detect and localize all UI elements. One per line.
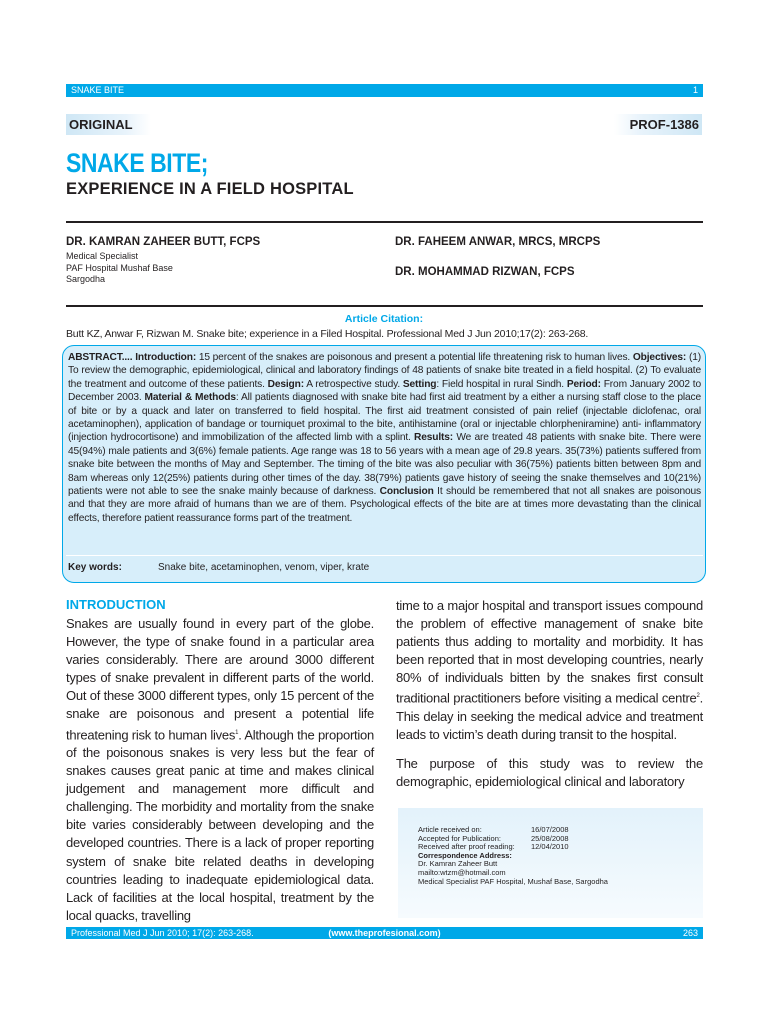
keywords-label: Key words: — [68, 562, 122, 573]
affiliation-line: PAF Hospital Mushaf Base — [66, 262, 173, 273]
footer-page-number: 263 — [682, 928, 698, 938]
affiliation-line: Sargodha — [66, 274, 106, 284]
accepted-date: 25/08/2008 — [531, 833, 569, 843]
author-affiliation — [66, 251, 260, 286]
received-label: Article received on: — [418, 825, 482, 834]
introduction-left-column: Snakes are usually found in every part of the globe. However, the type of snake found in a particular area varies considerably. There are around 3000 different types of snake prevalent in different parts of the world. Out of these 3000 different types, only 15 percent of the snake are poisonous and present a potential life threatening risk to human lives$^1$. Although the proportion of the poisonous snakes is very less but the fear of snakes causes great panic at time and makes clinical judgement and management more difficult and challenging. The morbidity and mortality from the snake bite varies considerably between developing and the developed countries. There is a lack of proper reporting system of snake bite related deaths in developing countries leading to inadequate epidemiological data. Lack of facilities at the local hospital, treatment by the local quacks, travelling — [66, 616, 374, 923]
correspondence-label: Correspondence Address: — [418, 850, 512, 860]
abstract-text: ABSTRACT.... Introduction: 15 percent of the snakes are poisonous and present a potential life threatening risk to human lives. Objectives: (1) To review the demographic, epidemiological, clinical and laboratory findings of 48 patients of snake bite treated in a field hospital. (2) To evaluate the treatment and outcome of these patients. Design: A retrospective study. Setting: Field hospital in rural Sindh. Period: From January 2002 to December 2003. Material & Methods: All patients diagnosed with snake bite had first aid treatment by a either a nursing staff close to the place of bite or by a quack and later on transferred to field hospital. The first aid treatment consisted of pain relief (injectable diclofenac, oral acetaminophen), application of bandage or tourniquet proximal to the bite, antihistamine (oral or injectable chlorpheniramine) anti- inflammatory (injection hydrocortisone) and immobilization of the affected limb with a splint. Results: We are treated 48 patients with snake bite. There were 45(94%) male patients and 3(6%) female patients. Age range was 18 to 56 years with a mean age of 29.8 years. 35(73%) patients suffered from snake bite between the months of May and September. The timing of the bite was also peculiar with 36(75%) patients bitten between 8pm and 8am whereas only 12(25%) patients during other times of the day. 38(79%) patients gave history of seeing the snake themselves and 10(21%) patients were not able to see the snake mainly because of darkness. Conclusion It should be remembered that not all snakes are poisonous and that they are more afraid of humans than we are of them. Psychological effects of the bite are at times more devastating than the clinical effects, therefore patient reassurance forms part of the treatment. — [68, 352, 701, 524]
article-title: SNAKE BITE; — [66, 148, 208, 178]
author-name: DR. KAMRAN ZAHEER BUTT, FCPS — [66, 236, 261, 248]
author-name: DR. MOHAMMAD RIZWAN, FCPS — [395, 266, 575, 278]
author-secondary — [395, 236, 600, 248]
revised-label: Received after proof reading: — [418, 842, 515, 852]
correspondence-name: Dr. Kamran Zaheer Butt — [418, 859, 498, 869]
affiliation-line: Medical Specialist — [66, 251, 139, 261]
received-date: 16/07/2008 — [531, 825, 569, 834]
article-type-label: ORIGINAL — [66, 114, 151, 135]
title-rule — [66, 221, 703, 223]
footer-bar — [66, 927, 703, 939]
correspondence-address: Medical Specialist PAF Hospital, Mushaf Base, Sargodha — [418, 876, 608, 886]
correspondence-email[interactable]: mailto:wtzm@hotmail.com — [418, 867, 506, 877]
introduction-right-column: time to a major hospital and transport issues compound the problem of effective management of snake bite patients thus adding to mortality and morbidity. It has been reported that in most developing countries, nearly 80% of individuals bitten by the snakes first consult traditional practitioners before visiting a medical centre$^2$. This delay in seeking the medical advice and treatment leads to victim’s death during transit to the hospital. — [396, 598, 703, 742]
keywords-text: Snake bite, acetaminophen, venom, viper, krate — [158, 562, 370, 573]
article-subtitle: EXPERIENCE IN A FIELD HOSPITAL — [66, 180, 354, 198]
keywords-divider — [66, 555, 703, 556]
author-name: DR. FAHEEM ANWAR, MRCS, MRCPS — [395, 236, 601, 248]
article-code-label: PROF-1386 — [614, 114, 702, 135]
citation-label: Article Citation: — [344, 313, 424, 325]
revised-date: 12/04/2010 — [531, 842, 569, 852]
running-header — [66, 84, 703, 97]
running-header-page: 1 — [692, 85, 698, 95]
citation-text: Butt KZ, Anwar F, Rizwan M. Snake bite; experience in a Filed Hospital. Professional Med J Jun 2010;17(2): 263-268. — [66, 328, 589, 340]
running-header-title: SNAKE BITE — [71, 85, 125, 95]
author-tertiary — [395, 266, 575, 278]
reference-mark: 2 — [696, 693, 700, 700]
reference-mark: 1 — [235, 729, 239, 736]
accepted-label: Accepted for Publication: — [418, 833, 501, 843]
footer-website[interactable]: (www.theprofesional.com) — [328, 928, 441, 938]
authors-rule — [66, 305, 703, 307]
article-info — [418, 826, 608, 886]
introduction-right-paragraph-2: The purpose of this study was to review the demographic, epidemiological clinical and laboratory — [396, 756, 703, 790]
introduction-heading: INTRODUCTION — [66, 597, 166, 612]
footer-journal: Professional Med J Jun 2010; 17(2): 263-268. — [71, 928, 254, 938]
author-primary — [66, 236, 260, 286]
